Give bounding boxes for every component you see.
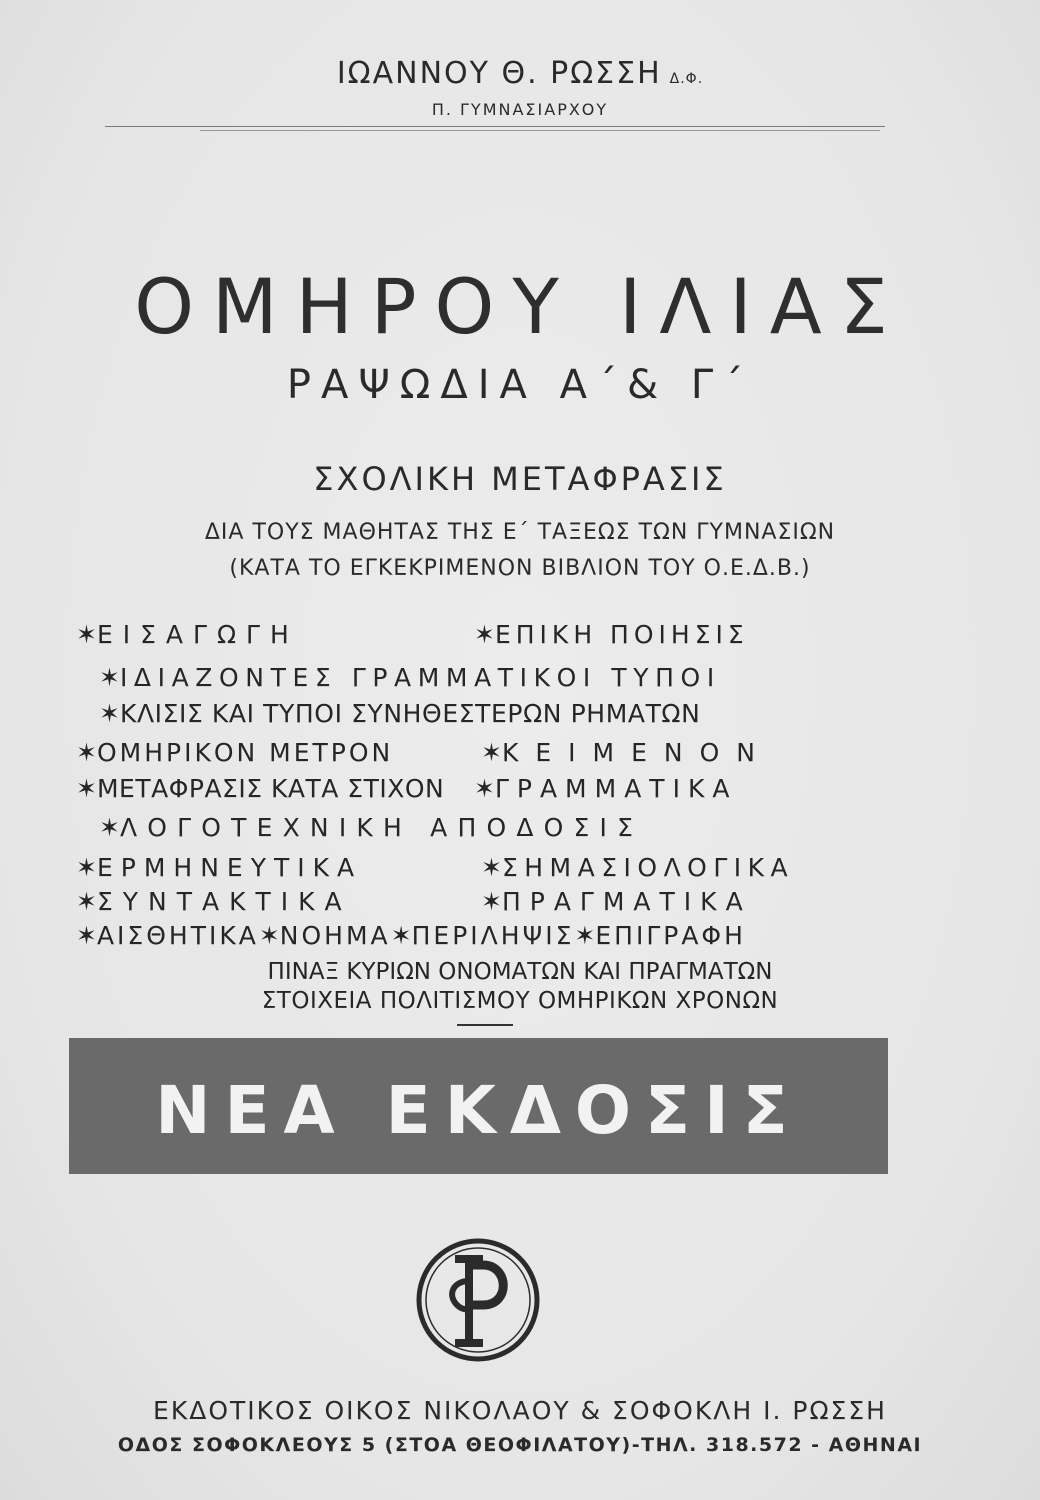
contents-row-4-left <box>76 738 393 767</box>
contents-item: ΠΕΡΙΛΗΨΙΣ <box>411 921 575 950</box>
contents-item: ΠΡΑΓΜΑΤΙΚΑ <box>501 887 752 916</box>
author-degree: Δ.Φ. <box>669 71 704 87</box>
contents-row-4-right <box>481 738 772 767</box>
star-icon: ✶ <box>481 853 502 882</box>
star-icon: ✶ <box>99 663 120 692</box>
translation-heading: ΣΧΟΛΙΚΗ ΜΕΤΑΦΡΑΣΙΣ <box>313 460 727 498</box>
star-icon: ✶ <box>481 738 502 767</box>
author-line <box>0 56 1040 91</box>
contents-item: ΛΟΓΟΤΕΧΝΙΚΗ ΑΠΟΔΟΣΙΣ <box>119 813 644 842</box>
contents-item: ΕΠΙΚΗ ΠΟΙΗΣΙΣ <box>494 620 749 649</box>
contents-row-1-left <box>76 620 299 649</box>
star-icon: ✶ <box>481 887 502 916</box>
publisher-monogram-icon <box>413 1235 543 1365</box>
contents-item: ΣΥΝΤΑΚΤΙΚΑ <box>96 887 352 916</box>
top-divider-secondary <box>200 130 880 131</box>
contents-row-8-left <box>76 887 352 916</box>
contents-item: ΟΜΗΡΙΚΟΝ ΜΕΤΡΟΝ <box>96 738 394 767</box>
contents-item: ΣΗΜΑΣΙΟΛΟΓΙΚΑ <box>501 853 795 882</box>
contents-row-2 <box>99 663 721 692</box>
contents-item: ΚΕΙΜΕΝΟΝ <box>501 738 772 767</box>
contents-item: ΚΛΙΣΙΣ ΚΑΙ ΤΥΠΟΙ ΣΥΝΗΘΕΣΤΕΡΩΝ ΡΗΜΑΤΩΝ <box>119 699 701 728</box>
star-icon: ✶ <box>574 921 596 950</box>
book-title: ΟΜΗΡΟΥ ΙΛΙΑΣ <box>134 262 906 351</box>
book-subtitle: ΡΑΨΩΔΙΑ Α΄& Γ΄ <box>286 362 754 408</box>
new-edition-label: ΝΕΑ ΕΚΔΟΣΙΣ <box>155 1072 802 1149</box>
approval-line: (ΚΑΤΑ ΤΟ ΕΓΚΕΚΡΙΜΕΝΟΝ ΒΙΒΛΙΟΝ ΤΟΥ Ο.Ε.Δ.Β.) <box>229 556 811 581</box>
author-title: Π. ΓΥΜΝΑΣΙΑΡΧΟΥ <box>431 100 609 119</box>
contents-row-7-right <box>481 853 794 882</box>
contents-row-8-right <box>481 887 752 916</box>
publisher-name: ΕΚΔΟΤΙΚΟΣ ΟΙΚΟΣ ΝΙΚΟΛΑΟΥ & ΣΟΦΟΚΛΗ Ι. ΡΩΣΣΗ <box>153 1396 887 1425</box>
star-icon: ✶ <box>76 853 97 882</box>
top-divider <box>105 126 885 127</box>
contents-row-7-left <box>76 853 362 882</box>
contents-item: ΕΡΜΗΝΕΥΤΙΚΑ <box>96 853 363 882</box>
section-divider <box>457 1024 513 1026</box>
star-icon: ✶ <box>99 699 120 728</box>
star-icon: ✶ <box>76 738 97 767</box>
star-icon: ✶ <box>474 620 495 649</box>
contents-row-6 <box>99 813 643 842</box>
contents-row-3 <box>99 699 700 728</box>
contents-item: ΝΟΗΜΑ <box>279 921 391 950</box>
contents-row-5-right <box>474 774 737 803</box>
star-icon: ✶ <box>76 921 97 950</box>
star-icon: ✶ <box>76 887 97 916</box>
contents-item: ΕΠΙΓΡΑΦΗ <box>595 921 746 950</box>
publisher-address: ΟΔΟΣ ΣΟΦΟΚΛΕΟΥΣ 5 (ΣΤΟΑ ΘΕΟΦΙΛΑΤΟΥ)-ΤΗΛ. 318.572 - ΑΘΗΝΑΙ <box>117 1434 923 1456</box>
new-edition-banner <box>69 1038 888 1174</box>
star-icon: ✶ <box>76 620 97 649</box>
contents-item: ΙΔΙΑΖΟΝΤΕΣ ΓΡΑΜΜΑΤΙΚΟΙ ΤΥΠΟΙ <box>119 663 721 692</box>
contents-item: ΓΡΑΜΜΑΤΙΚΑ <box>494 774 738 803</box>
star-icon: ✶ <box>258 921 280 950</box>
contents-row-5-left <box>76 774 444 803</box>
author-name: ΙΩΑΝΝΟΥ Θ. ΡΩΣΣΗ <box>336 56 662 91</box>
contents-item: ΕΙΣΑΓΩΓΗ <box>96 620 299 649</box>
star-icon: ✶ <box>474 774 495 803</box>
star-icon: ✶ <box>390 921 412 950</box>
civilization-line: ΣΤΟΙΧΕΙΑ ΠΟΛΙΤΙΣΜΟΥ ΟΜΗΡΙΚΩΝ ΧΡΟΝΩΝ <box>261 988 779 1014</box>
star-icon: ✶ <box>76 774 97 803</box>
contents-row-9 <box>76 921 746 950</box>
contents-row-1-right <box>474 620 749 649</box>
index-line: ΠΙΝΑΞ ΚΥΡΙΩΝ ΟΝΟΜΑΤΩΝ ΚΑΙ ΠΡΑΓΜΑΤΩΝ <box>267 959 773 985</box>
audience-line: ΔΙΑ ΤΟΥΣ ΜΑΘΗΤΑΣ ΤΗΣ Ε΄ ΤΑΞΕΩΣ ΤΩΝ ΓΥΜΝΑΣΙΩΝ <box>204 520 836 545</box>
contents-item: ΜΕΤΑΦΡΑΣΙΣ ΚΑΤΑ ΣΤΙΧΟΝ <box>96 774 445 803</box>
star-icon: ✶ <box>99 813 120 842</box>
contents-item: ΑΙΣΘΗΤΙΚΑ <box>96 921 259 950</box>
